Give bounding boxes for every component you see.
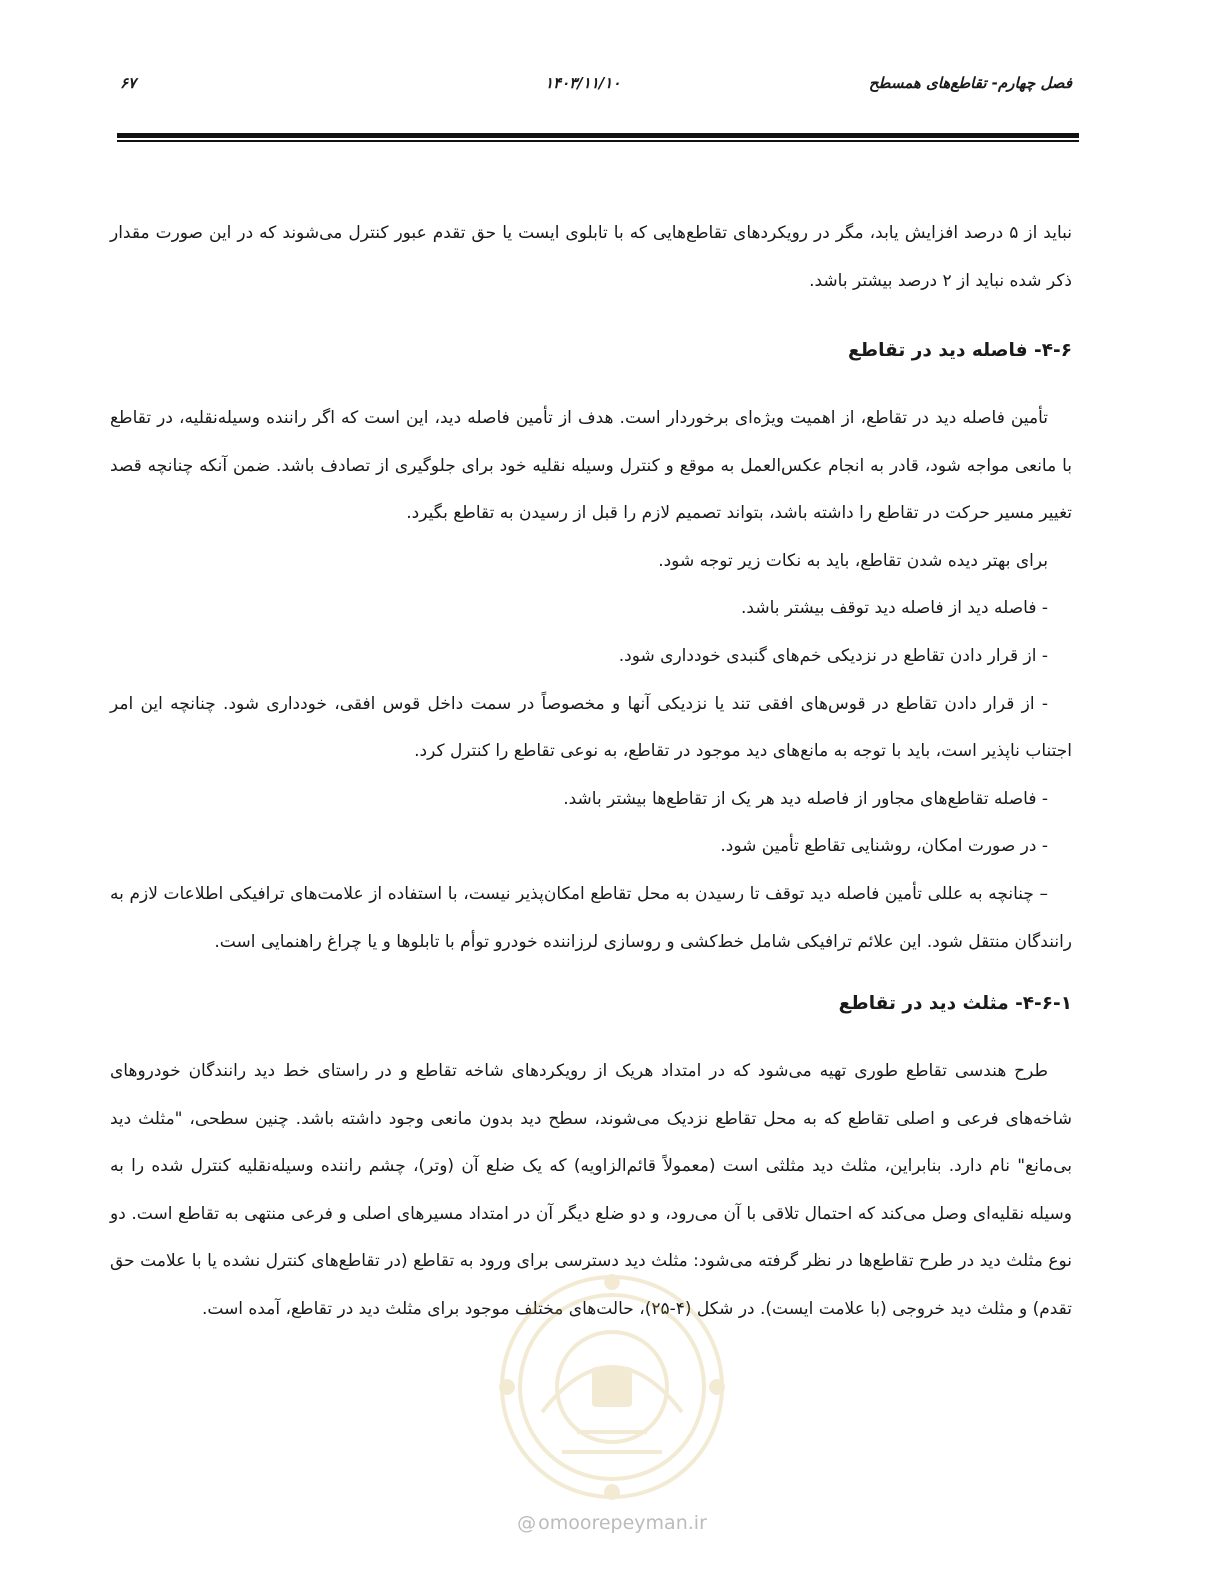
list-item: - فاصله دید از فاصله دید توقف بیشتر باشد. <box>741 598 1048 619</box>
list-item: - فاصله تقاطع‌های مجاور از فاصله دید هر یک از تقاطع‌ها بیشتر باشد. <box>563 788 1048 809</box>
watermark-text: omoorepeyman.ir <box>538 1512 707 1534</box>
page-body <box>110 210 1072 1333</box>
header-date: ۱۴۰۳/۱۱/۱۰ <box>545 74 621 92</box>
chapter-title: فصل چهارم- تقاطع‌های همسطح <box>868 74 1072 92</box>
list-item: - از قرار دادن تقاطع در نزدیکی خم‌های گنبدی خودداری شود. <box>618 645 1048 666</box>
intro-paragraph: نباید از ۵ درصد افزایش یابد، مگر در رویکردهای تقاطع‌هایی که با تابلوی ایست یا حق تقدم عبور کنترل می‌شوند که در این صورت مقدار ذکر شده نباید از ۲ درصد بیشتر باشد. <box>110 223 1072 291</box>
list-item: - از قرار دادن تقاطع در قوس‌های افقی تند یا نزدیکی آنها و مخصوصاً در سمت داخل قوس افقی، خودداری شود. چنانچه این امر اجتناب ناپذیر است، باید با توجه به مانع‌های دید موجود در تقاطع، به نوعی تقاطع را کنترل کرد. <box>110 693 1072 762</box>
header-rule-thick <box>117 133 1079 138</box>
list-item: – چنانچه به عللی تأمین فاصله دید توقف تا رسیدن به محل تقاطع امکان‌پذیر نیست، با استفاده از علامت‌های ترافیکی اطلاعات لازم به رانندگان منتقل شود. این علائم ترافیکی شامل خط‌کشی و روسازی لرزاننده خودرو توأم با تابلوها و یا چراغ راهنمایی است. <box>110 883 1072 952</box>
watermark-website <box>0 1512 1224 1534</box>
section-heading-sight-triangle: ۴-۶-۱- مثلث دید در تقاطع <box>838 993 1072 1015</box>
section-heading-sight-distance: ۴-۶- فاصله دید در تقاطع <box>848 340 1072 362</box>
at-sign-icon: @ <box>517 1512 537 1534</box>
page-number: ۶۷ <box>120 74 137 92</box>
list-item: - در صورت امکان، روشنایی تقاطع تأمین شود. <box>720 836 1048 857</box>
sight-triangle-paragraph: طرح هندسی تقاطع طوری تهیه می‌شود که در امتداد هریک از رویکردهای شاخه تقاطع و در راستای خط دید رانندگان خودروهای شاخه‌های فرعی و اصلی تقاطع که به محل تقاطع نزدیک می‌شوند، سطح دید بدون مانعی وجود داشته باشد. چنین سطحی، "مثلث دید بی‌مانع" نام دارد. بنابراین، مثلث دید مثلثی است (معمولاً قائم‌الزاویه) که یک ضلع آن (وتر)، چشم راننده وسیله‌نقلیه کنترل شده را به وسیله نقلیه‌ای وصل می‌کند که احتمال تلاقی با آن می‌رود، و دو ضلع دیگر آن در امتداد مسیرهای اصلی و فرعی منتهی به تقاطع است. دو نوع مثلث دید در طرح تقاطع‌ها در نظر گرفته می‌شود: مثلث دید دسترسی برای ورود به تقاطع (در تقاطع‌های کنترل نشده یا با علامت حق تقدم) و مثلث دید خروجی (با علامت ایست). در شکل (۴-۲۵)، حالت‌های مختلف موجود برای مثلث دید در تقاطع، آمده است. <box>110 1060 1072 1319</box>
header-rule-thin <box>117 140 1079 142</box>
list-intro: برای بهتر دیده شدن تقاطع، باید به نکات زیر توجه شود. <box>658 550 1048 571</box>
sight-distance-paragraph: تأمین فاصله دید در تقاطع، از اهمیت ویژه‌ای برخوردار است. هدف از تأمین فاصله دید، این است که اگر راننده وسیله‌نقلیه، در تقاطع با مانعی مواجه شود، قادر به انجام عکس‌العمل به موقع و کنترل وسیله نقلیه خود برای جلوگیری از تصادف باشد. ضمن آنکه چنانچه قصد تغییر مسیر حرکت در تقاطع را داشته باشد، بتواند تصمیم لازم را قبل از رسیدن به تقاطع بگیرد. <box>110 407 1072 524</box>
